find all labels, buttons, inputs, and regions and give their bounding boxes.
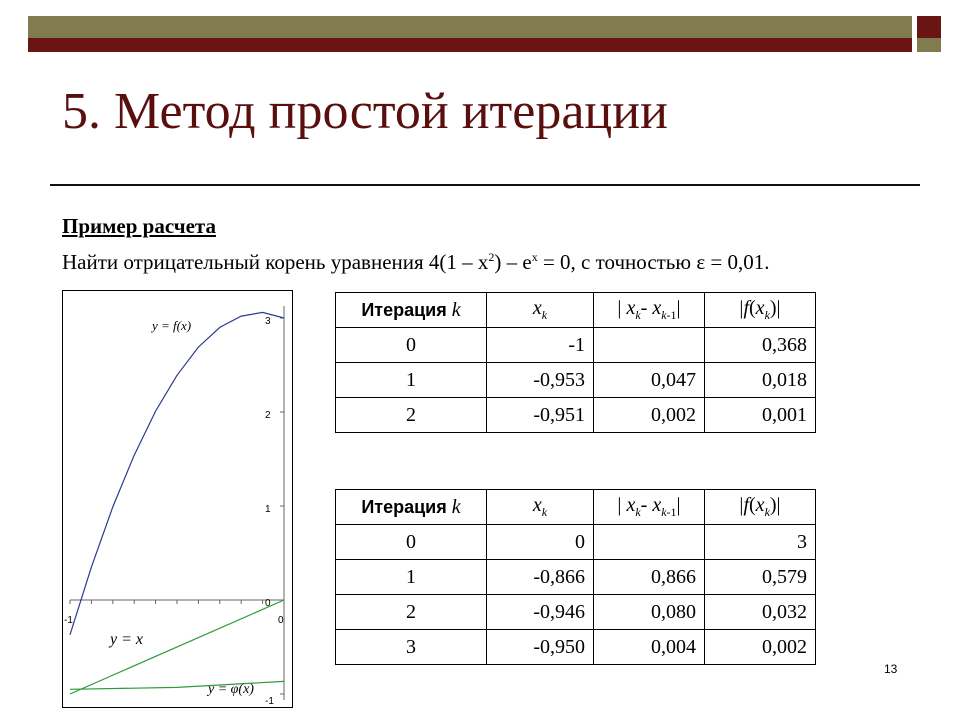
iteration-table-2: [335, 489, 816, 665]
cell-xk: 0: [487, 525, 594, 560]
cell-xk: -0,951: [487, 398, 594, 433]
table-row: [336, 398, 816, 433]
header-iteration: Итерация k: [336, 293, 487, 328]
cell-fxk: 0,579: [705, 560, 816, 595]
series-label-f: y = f(x): [152, 318, 192, 333]
table-row: [336, 630, 816, 665]
cell-k: 0: [336, 525, 487, 560]
cell-diff: [594, 525, 705, 560]
x-tick-label-0: 0: [278, 615, 284, 626]
x-axis-ticks: [70, 600, 284, 604]
cell-diff: 0,002: [594, 398, 705, 433]
cell-k: 0: [336, 328, 487, 363]
iteration-chart: [62, 290, 293, 708]
table-row: [336, 595, 816, 630]
table-row: [336, 328, 816, 363]
header-bar-maroon: [28, 38, 912, 52]
title-divider: [50, 184, 920, 186]
iteration-table-1: [335, 292, 816, 433]
cell-k: 1: [336, 560, 487, 595]
slide-number: 13: [884, 662, 898, 676]
cell-k: 3: [336, 630, 487, 665]
y-tick-label-1: 1: [265, 504, 271, 515]
cell-xk: -1: [487, 328, 594, 363]
header-xk: $x_k$: [487, 490, 594, 525]
cell-fxk: 0,018: [705, 363, 816, 398]
cell-fxk: 0,001: [705, 398, 816, 433]
cell-xk: -0,866: [487, 560, 594, 595]
table-header-row: [336, 490, 816, 525]
x-tick-label-neg1: -1: [64, 615, 73, 626]
cell-xk: -0,953: [487, 363, 594, 398]
corner-square-olive: [917, 38, 941, 52]
y-tick-label-3: 3: [265, 316, 271, 327]
header-fxk: $|f(x_k)|$: [705, 490, 816, 525]
header-xk: $x_k$: [487, 293, 594, 328]
series-label-phi: y = φ(x): [208, 682, 254, 697]
table-row: [336, 363, 816, 398]
cell-diff: 0,080: [594, 595, 705, 630]
cell-diff: 0,866: [594, 560, 705, 595]
corner-square-maroon: [917, 16, 941, 38]
cell-xk: -0,950: [487, 630, 594, 665]
table-header-row: [336, 293, 816, 328]
series-y-eq-x-line: [70, 600, 284, 694]
y-tick-label-2: 2: [265, 410, 271, 421]
cell-diff: 0,004: [594, 630, 705, 665]
cell-fxk: 0,002: [705, 630, 816, 665]
cell-fxk: 0,368: [705, 328, 816, 363]
cell-k: 2: [336, 398, 487, 433]
table-row: [336, 525, 816, 560]
header-diff: | $x_k-$ $x_{k-1}|$: [594, 490, 705, 525]
header-diff: | $x_k-$ $x_{k-1}|$: [594, 293, 705, 328]
header-iteration: Итерация k: [336, 490, 487, 525]
table-row: [336, 560, 816, 595]
cell-fxk: 3: [705, 525, 816, 560]
y-tick-label-neg1: -1: [265, 696, 274, 707]
header-bar-olive: [28, 16, 912, 38]
y-tick-label-0: 0: [265, 598, 271, 609]
cell-diff: [594, 328, 705, 363]
task-statement: Найти отрицательный корень уравнения $4(1 - x^2) - e^x = 0$, с точностью ε = 0,01.: [62, 250, 770, 274]
cell-diff: 0,047: [594, 363, 705, 398]
cell-k: 1: [336, 363, 487, 398]
y-axis-ticks: [280, 318, 284, 694]
header-fxk: $|f(x_k)|$: [705, 293, 816, 328]
series-label-y-eq-x: y = x: [110, 631, 143, 648]
series-f-line: [70, 312, 284, 634]
cell-k: 2: [336, 595, 487, 630]
section-subtitle: Пример расчета: [62, 214, 216, 238]
cell-xk: -0,946: [487, 595, 594, 630]
slide-title: 5. Метод простой итерации: [62, 83, 668, 140]
cell-fxk: 0,032: [705, 595, 816, 630]
